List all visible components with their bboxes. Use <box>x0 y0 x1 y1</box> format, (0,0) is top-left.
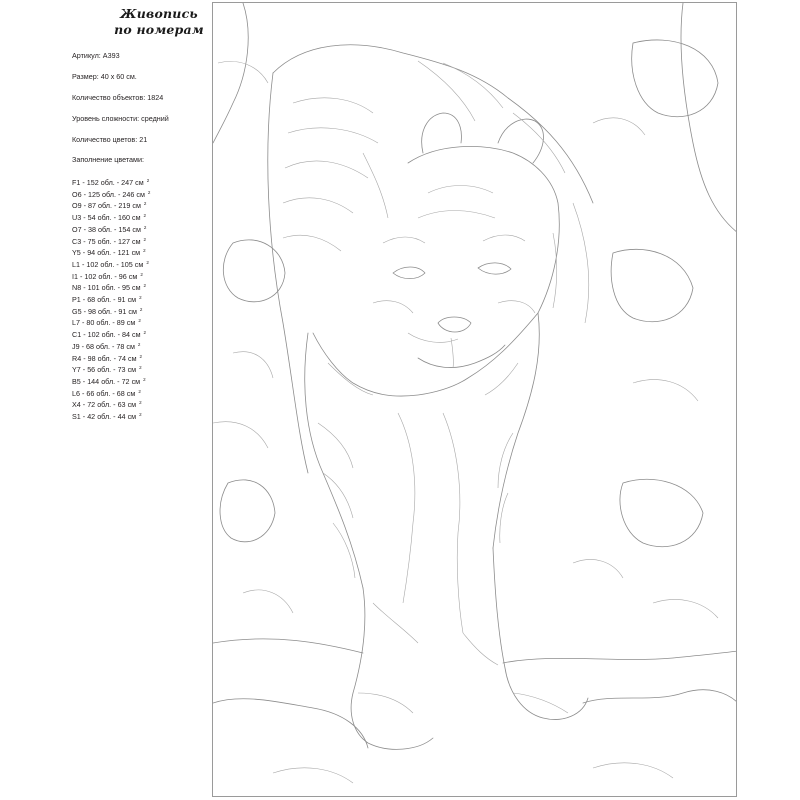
palette-heading: Заполнение цветами: <box>72 155 144 164</box>
palette-entry: L1 - 102 обл. - 105 см $^2$ <box>72 259 149 269</box>
background-blob-5 <box>220 480 275 542</box>
palette-entry: R4 - 98 обл. - 74 см $^2$ <box>72 353 143 363</box>
palette-entry: G5 - 98 обл. - 91 см $^2$ <box>72 306 143 316</box>
palette-entry: O7 - 38 обл. - 154 см $^2$ <box>72 224 147 234</box>
spec-color-count: Количество цветов: 21 <box>72 135 148 144</box>
background-blob-2 <box>611 249 693 321</box>
background-blob-3 <box>223 240 285 302</box>
tiger-right-leg <box>493 548 588 719</box>
spec-article: Артикул: A393 <box>72 51 120 60</box>
tiger-head-contour <box>313 146 559 396</box>
foreground-left <box>213 699 368 748</box>
brand-line-1: Живопись <box>120 6 198 21</box>
brand-logo <box>104 6 214 38</box>
palette-entry: C3 - 75 обл. - 127 см $^2$ <box>72 236 147 246</box>
palette-entry: P1 - 68 обл. - 91 см $^2$ <box>72 295 142 305</box>
foreground-right <box>583 690 737 703</box>
palette-entry: B5 - 144 обл. - 72 см $^2$ <box>72 376 146 386</box>
tiger-chest <box>493 313 539 548</box>
palette-entry: I1 - 102 обл. - 96 см $^2$ <box>72 271 143 281</box>
tiger-left-flank <box>268 73 308 473</box>
palette-entry: O6 - 125 обл. - 246 см $^2$ <box>72 189 151 199</box>
background-blob-1 <box>632 40 718 117</box>
tiger-outline-drawing <box>213 3 737 797</box>
tiger-left-leg <box>351 588 433 749</box>
palette-entry: X4 - 72 обл. - 63 см $^2$ <box>72 400 142 410</box>
tree-branch <box>681 3 737 233</box>
palette-entry: O9 - 87 обл. - 219 см $^2$ <box>72 201 147 211</box>
tiger-neck <box>305 333 363 588</box>
palette-entry: N8 - 101 обл. - 95 см $^2$ <box>72 283 147 293</box>
palette-entry: U3 - 54 обл. - 160 см $^2$ <box>72 213 147 223</box>
tiger-back-contour <box>273 45 593 203</box>
background-blob-4 <box>620 479 703 547</box>
tiger-left-eye <box>393 267 425 279</box>
brand-line-2: по номерам <box>114 22 204 37</box>
tiger-right-eye <box>478 263 511 274</box>
ground-line <box>213 639 737 663</box>
info-panel <box>72 6 212 422</box>
coloring-canvas <box>212 2 737 797</box>
palette-entry: L6 - 66 обл. - 68 см $^2$ <box>72 388 141 398</box>
palette-entry: L7 - 80 обл. - 89 см $^2$ <box>72 318 141 328</box>
tree-branch-2 <box>213 3 248 143</box>
palette-entry: Y5 - 94 обл. - 121 см $^2$ <box>72 248 146 258</box>
spec-size: Размер: 40 х 60 см. <box>72 72 137 81</box>
palette-entry: F1 - 152 обл. - 247 см $^2$ <box>72 178 150 187</box>
spec-difficulty: Уровень сложности: средний <box>72 114 169 123</box>
palette-list <box>72 176 212 422</box>
palette-entry: Y7 - 56 обл. - 73 см $^2$ <box>72 365 142 375</box>
palette-entry: J9 - 68 обл. - 78 см $^2$ <box>72 341 141 351</box>
palette-entry: S1 - 42 обл. - 44 см $^2$ <box>72 412 142 422</box>
tiger-mouth <box>418 345 505 368</box>
palette-entry: C1 - 102 обл. - 84 см $^2$ <box>72 330 147 340</box>
spec-list <box>72 51 212 156</box>
spec-object-count: Количество объектов: 1824 <box>72 93 164 102</box>
tiger-nose <box>438 317 471 332</box>
